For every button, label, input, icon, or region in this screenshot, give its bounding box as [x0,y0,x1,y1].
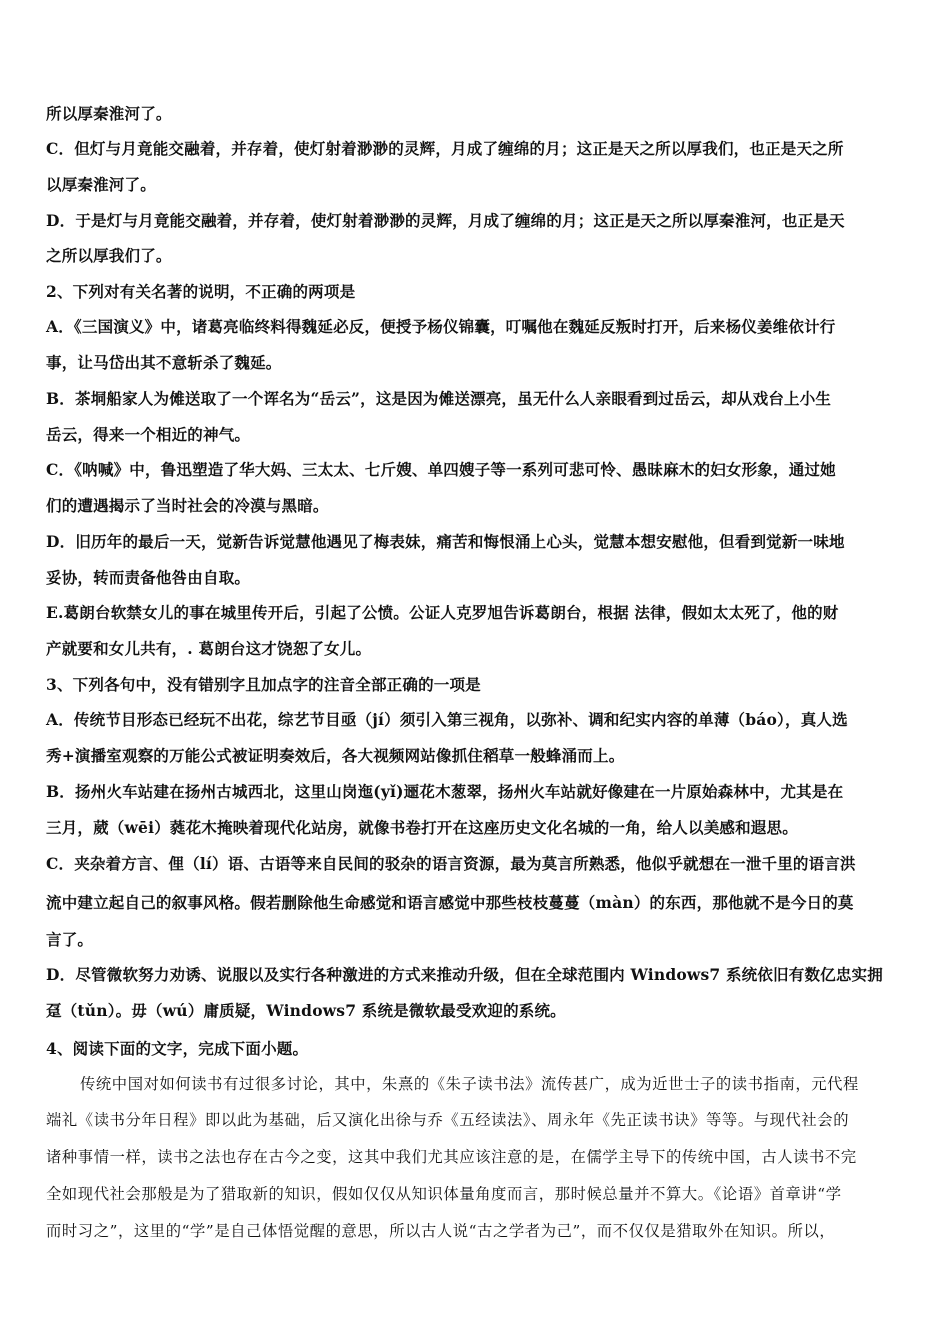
option-b-line: B．茶垌船家人为傩送取了一个诨名为“岳云”，这是因为傩送漂亮，虽无什么人亲眼看到过岳云，却从戏台上小生 [46,389,832,408]
text-line: 之所以厚我们了。 [46,246,172,265]
text-line: 三月，葳（wēi）蕤花木掩映着现代化站房，就像书卷打开在这座历史文化名城的一角，给人以美感和遐思。 [46,818,798,837]
option-e-line: E.葛朗台软禁女儿的事在城里传开后，引起了公愤。公证人克罗旭告诉葛朗台，根据 法律，假如太太死了，他的财 [46,603,839,622]
text-line: 们的遭遇揭示了当时社会的冷漠与黑暗。 [46,496,329,515]
option-d-line: D．尽管微软努力劝诱、说服以及实行各种激进的方式来推动升级，但在全球范围内 Windows7 系统依旧有数亿忠实拥 [46,965,883,984]
text-line: 秀+演播室观察的万能公式被证明奏效后，各大视频网站像抓住稻草一般蜂涌而上。 [46,746,625,765]
question-3-title: 3、下列各句中，没有错别字且加点字的注音全部正确的一项是 [46,675,481,694]
text-line: 流中建立起自己的叙事风格。假若删除他生命感觉和语言感觉中那些枝枝蔓蔓（màn）的东西，那他就不是今日的莫 [46,893,854,912]
option-d-line: D．旧历年的最后一天，觉新告诉觉慧他遇见了梅表妹，痛苦和悔恨涌上心头，觉慧本想安慰他，但看到觉新一味地 [46,532,845,551]
text-line: 岳云，得来一个相近的神气。 [46,425,251,444]
passage-line: 诸种事情一样，读书之法也存在古今之变，这其中我们尤其应该注意的是，在儒学主导下的传统中国，古人读书不完 [46,1148,857,1166]
option-c-line: C．《呐喊》中，鲁迅塑造了华大妈、三太太、七斤嫂、单四嫂子等一系列可悲可怜、愚昧麻木的妇女形象，通过她 [46,460,836,479]
passage-line: 传统中国对如何读书有过很多讨论，其中，朱熹的《朱子读书法》流传甚广，成为近世士子的读书指南，元代程 [80,1075,859,1093]
text-line: 产就要和女儿共有，. 葛朗台这才饶恕了女儿。 [46,639,372,658]
text-line: 趸（tǔn）。毋（wú）庸质疑，Windows7 系统是微软最受欢迎的系统。 [46,1001,566,1020]
passage-line: 端礼《读书分年日程》即以此为基础，后又演化出徐与乔《五经读法》、周永年《先正读书诀》等等。与现代社会的 [46,1111,850,1129]
text-line: 事，让马岱出其不意斩杀了魏延。 [46,353,282,372]
passage-line: 而时习之”，这里的“学”是自己体悟觉醒的意思，所以古人说“古之学者为己”，而不仅仅是猎取外在知识。所以， [46,1222,836,1240]
text-line: 妥协，转而责备他咎由自取。 [46,568,251,587]
option-c-line: C．但灯与月竟能交融着，并存着，使灯射着渺渺的灵辉，月成了缠绵的月；这正是天之所以厚我们，也正是天之所 [46,139,844,158]
passage-line: 全如现代社会那般是为了猎取新的知识，假如仅仅从知识体量角度而言，那时候总量并不算大。《论语》首章讲“学 [46,1185,842,1203]
option-c-line: C．夹杂着方言、俚（lí）语、古语等来自民间的驳杂的语言资源，最为莫言所熟悉，他似乎就想在一泄千里的语言洪 [46,854,856,873]
option-b-line: B．扬州火车站建在扬州古城西北，这里山岗迤(yǐ)逦花木葱翠，扬州火车站就好像建在一片原始森林中，尤其是在 [46,782,844,801]
text-line: 所以厚秦淮河了。 [46,104,172,123]
option-a-line: A．《三国演义》中，诸葛亮临终料得魏延必反，便授予杨仪锦囊，叮嘱他在魏延反叛时打开，后来杨仪姜维依计行 [46,317,836,336]
text-line: 言了。 [46,930,94,949]
question-2-title: 2、下列对有关名著的说明，不正确的两项是 [46,282,356,301]
option-d-line: D．于是灯与月竟能交融着，并存着，使灯射着渺渺的灵辉，月成了缠绵的月；这正是天之所以厚秦淮河，也正是天 [46,211,845,230]
text-line: 以厚秦淮河了。 [46,175,156,194]
option-a-line: A．传统节目形态已经玩不出花，综艺节目亟（jí）须引入第三视角，以弥补、调和纪实内容的单薄（báo），真人选 [46,710,848,729]
question-4-title: 4、阅读下面的文字，完成下面小题。 [46,1039,309,1058]
